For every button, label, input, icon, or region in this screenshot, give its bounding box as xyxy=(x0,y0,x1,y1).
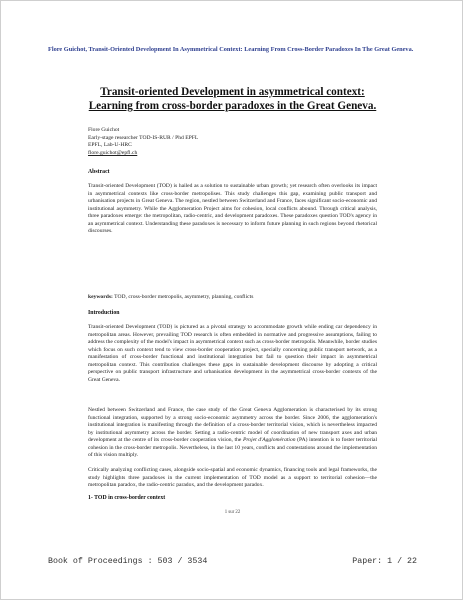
keywords-label: keywords: xyxy=(88,294,113,300)
intro-paragraph-2 xyxy=(88,407,377,460)
section-1-heading: 1- TOD in cross-border context xyxy=(88,495,166,501)
author-email-link[interactable]: flore.guichot@epfl.ch xyxy=(88,149,138,156)
intro-paragraph-1: Transit-oriented Development (TOD) is pictured as a pivotal strategy to accommodate growth while ending car dependency in metropolitan areas. However, prevailing TOD research is often embedded in normative and progressive assumptions, failing to address the complexity of the model's impact in asymmetrical context such as cross-border metropolis. Meanwhile, border studies which focus on such context tend to view cross-border cooperation project, specially concerning public transport network, as a manifestation of cross-border functional and institutional integration but fail to question their impact in asymmetrical metropolitan context. This contribution challenges these gaps in sustainable development discourse by adopting a critical perspective on public transport infrastructure and urbanisation development in the asymmetrical cross-border contexts of the Great Geneva. xyxy=(88,324,377,383)
title-line-2: Learning from cross-border paradoxes in the Great Geneva. xyxy=(88,100,377,112)
proceedings-page-count: Book of Proceedings : 503 / 3534 xyxy=(48,557,208,566)
proceedings-footer xyxy=(1,557,463,571)
paper-title xyxy=(79,85,386,113)
introduction-heading: Introduction xyxy=(88,310,120,316)
author-role: Early-stage researcher TOD-IS-RUR / Phd EPFL xyxy=(88,134,199,141)
abstract-text: Transit-oriented Development (TOD) is hailed as a solution to sustainable urban growth; yet research often overlooks its impact in asymmetrical contexts like cross-border metropolises. This study challenges this gap, examining public transport and urbanisation projects in Great Geneva. The region, nestled between Switzerland and France, faces significant socio-economic and institutional asymmetry. While the Agglomeration Project aims for cohesion, local conflicts abound. Through critical analysis, three paradoxes emerge: the metropolitan, radio-centric, and development paradoxes. These paradoxes question TOD's agency in an asymmetrical context. Understanding these paradoxes is necessary to inform future planning in such regions beyond rhetorical discourses. xyxy=(88,183,377,235)
author-affiliation: EPFL, Lab-U-HRC xyxy=(88,142,132,149)
keywords-line xyxy=(88,294,377,300)
paper-page-count: Paper: 1 / 22 xyxy=(352,557,417,566)
abstract-heading: Abstract xyxy=(88,169,110,175)
running-head: Flore Guichot, Transit-Oriented Development In Asymmetrical Context: Learning From Cross-Border Paradoxes In The Great Geneva. xyxy=(48,46,414,53)
intro-paragraph-2-text-a: Nestled between Switzerland and France, the case study of the Great Geneva Agglomeration is characterised by its strong functional integration, supported by a strong socio-economic asymmetry across the border. Since 2006, the agglomeration's institutional integration is manifesting through the definition of a cross-border territorial vision, which is nevertheless impacted by institutional asymmetry across the border. Setting a radio-centric model of coordination of new transport axes and urban development at the centre of its cross-border cooperation vision, the xyxy=(88,407,377,444)
title-line-1: Transit-oriented Development in asymmetrical context: xyxy=(100,86,365,98)
intro-paragraph-3: Critically analyzing conflicting cases, alongside socio-spatial and economic dynamics, financing tools and legal frameworks, the study highlights three paradoxes in the current implementation of TOD model as a support to territorial cohesion—the metropolitan paradox, the radio-centric paradox, and the development paradox. xyxy=(88,467,377,489)
intro-paragraph-2-text-b: (PA) intention is to foster territorial cohesion in the cross-border metropolis. Nevertheless, in the last 10 years, conflicts and contestations around the implementation of this vision multiply. xyxy=(88,437,377,459)
keywords-text: TOD, cross-border metropolis, asymmetry, planning, conflicts xyxy=(112,294,254,300)
projet-agglomeration-italic: Projet d'Agglomération xyxy=(242,437,296,444)
author-name: Flore Guichot xyxy=(88,127,120,133)
page-number: 1 sur 22 xyxy=(224,510,241,515)
author-block xyxy=(88,127,348,157)
